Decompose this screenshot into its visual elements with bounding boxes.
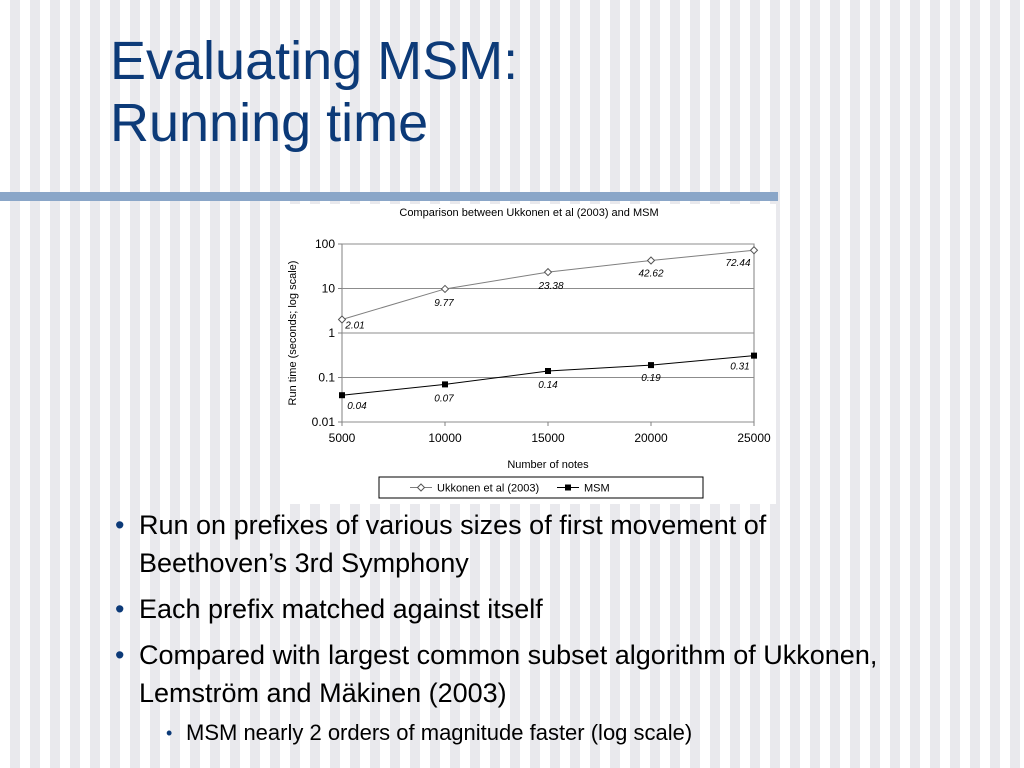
bullet-item: • Run on prefixes of various sizes of first movement of Beethoven’s 3rd Symphony: [112, 506, 912, 582]
x-axis-title: Number of notes: [507, 459, 589, 471]
y-axis-ticks: [312, 237, 342, 429]
data-label: 0.04: [347, 401, 367, 413]
legend-label: MSM: [584, 482, 610, 495]
square-marker: [648, 362, 654, 368]
x-tick-label: 10000: [428, 431, 462, 445]
bullet-item: • Compared with largest common subset algorithm of Ukkonen, Lemström and Mäkinen (2003): [112, 636, 912, 712]
data-label: 0.31: [730, 361, 750, 373]
run-time-chart: [282, 204, 776, 504]
square-marker: [339, 392, 345, 398]
chart-legend: [379, 477, 703, 498]
square-marker: [442, 381, 448, 387]
bullet-item: • Each prefix matched against itself: [112, 590, 912, 628]
data-label: 9.77: [434, 297, 454, 309]
y-tick-label: 0.01: [311, 415, 335, 429]
slide-title: [110, 30, 518, 154]
y-tick-label: 100: [314, 237, 335, 251]
data-label: 72.44: [725, 258, 751, 270]
x-tick-label: 20000: [634, 431, 668, 445]
y-axis-title: Run time (seconds; log scale): [287, 260, 299, 406]
bullet-list: [112, 506, 912, 748]
y-tick-label: 1: [328, 326, 335, 340]
legend-label: Ukkonen et al (2003): [437, 482, 540, 495]
x-axis-ticks: [329, 422, 771, 445]
sub-bullet-item: • MSM nearly 2 orders of magnitude faster (log scale): [164, 718, 912, 748]
square-marker: [565, 485, 571, 491]
slide-title-line-2: Running time: [110, 93, 429, 153]
slide-title-line-1: Evaluating MSM:: [110, 31, 519, 91]
y-tick-label: 10: [321, 281, 335, 296]
y-tick-label: 0.1: [318, 370, 335, 385]
x-tick-label: 25000: [737, 431, 771, 445]
data-label: 2.01: [345, 320, 365, 332]
data-label: 0.07: [434, 393, 454, 405]
x-tick-label: 15000: [531, 431, 565, 445]
chart-title: Comparison between Ukkonen et al (2003) and MSM: [399, 207, 659, 219]
data-label: 42.62: [638, 268, 664, 280]
x-tick-label: 5000: [328, 431, 356, 445]
square-marker: [545, 368, 551, 374]
data-label: 23.38: [538, 281, 564, 293]
chart-svg: [282, 204, 776, 504]
data-label: 0.14: [538, 379, 558, 391]
title-divider: [0, 192, 778, 201]
square-marker: [751, 353, 757, 359]
data-label: 0.19: [641, 373, 661, 385]
